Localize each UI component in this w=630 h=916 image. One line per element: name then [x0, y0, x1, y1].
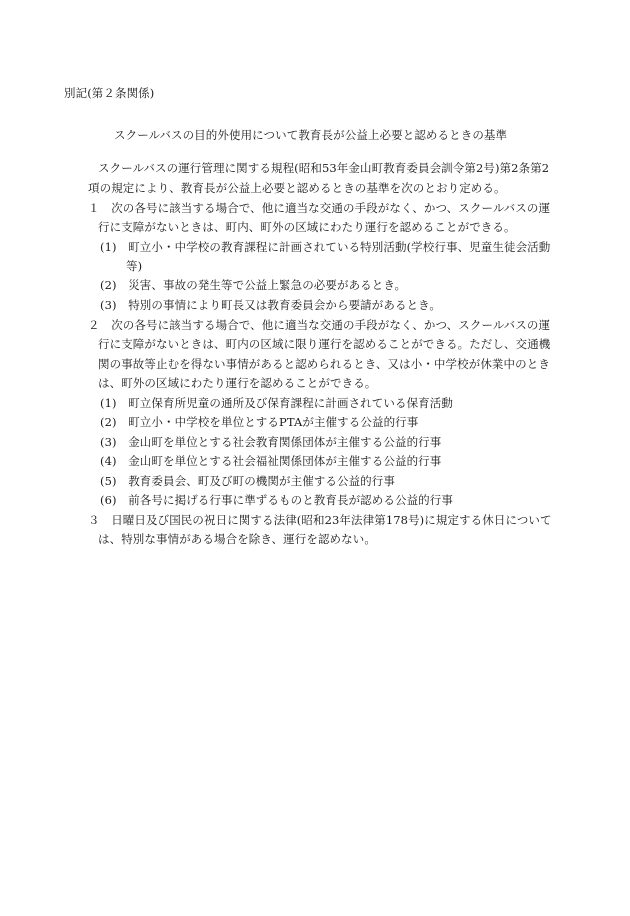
- item1-sub2: (2) 災害、事故の発生等で公益上緊急の必要があるとき。: [100, 278, 407, 292]
- item2-sub2: (2) 町立小・中学校を単位とするPTAが主催する公益的行事: [100, 415, 419, 429]
- item1-sub3: (3) 特別の事情により町長又は教育委員会から要請があるとき。: [100, 298, 441, 312]
- item2-sub5: (5) 教育委員会、町及び町の機関が主催する公益的行事: [100, 474, 395, 488]
- item2-sub1: (1) 町立保育所児童の通所及び保育課程に計画されている保育活動: [100, 396, 453, 410]
- item2-line-3: 関の事故等止むを得ない事情があると認められるとき、又は小・中学校が休業中のとき: [98, 357, 550, 371]
- intro-line-1: スクールバスの運行管理に関する規程(昭和53年金山町教育委員会訓令第2号)第2条第2: [98, 161, 550, 175]
- item3-line-2: は、特別な事情がある場合を除き、運行を認めない。: [98, 532, 376, 546]
- item1-line-1: １ 次の各号に該当する場合で、他に適当な交通の手段がなく、かつ、スクールバスの運: [88, 201, 551, 215]
- item3-line-1: ３ 日曜日及び国民の祝日に関する法律(昭和23年法律第178号)に規定する休日について: [88, 513, 552, 527]
- item2-sub6: (6) 前各号に掲げる行事に準ずるものと教育長が認める公益的行事: [100, 493, 453, 507]
- item1-sub1-line-1: (1) 町立小・中学校の教育課程に計画されている特別活動(学校行事、児童生徒会活動: [100, 240, 551, 254]
- intro-line-2: 項の規定により、教育長が公益上必要と認めるときの基準を次のとおり定める。: [88, 181, 506, 195]
- item1-sub1-line-2: 等): [126, 259, 143, 273]
- item2-sub3: (3) 金山町を単位とする社会教育関係団体が主催する公益的行事: [100, 435, 442, 449]
- item2-line-4: は、町外の区域にわたり運行を認めることができる。: [98, 376, 377, 390]
- document-title: スクールバスの目的外使用について教育長が公益上必要と認めるときの基準: [114, 128, 508, 142]
- item2-line-2: 行に支障がないときは、町内の区域に限り運行を認めることができる。ただし、交通機: [98, 337, 551, 351]
- item2-sub4: (4) 金山町を単位とする社会福祉関係団体が主催する公益的行事: [100, 454, 442, 468]
- item1-line-2: 行に支障がないときは、町内、町外の区域にわたり運行を認めることができる。: [98, 220, 516, 234]
- document-heading: 別記(第２条関係): [64, 86, 155, 100]
- item2-line-1: ２ 次の各号に該当する場合で、他に適当な交通の手段がなく、かつ、スクールバスの運: [88, 318, 551, 332]
